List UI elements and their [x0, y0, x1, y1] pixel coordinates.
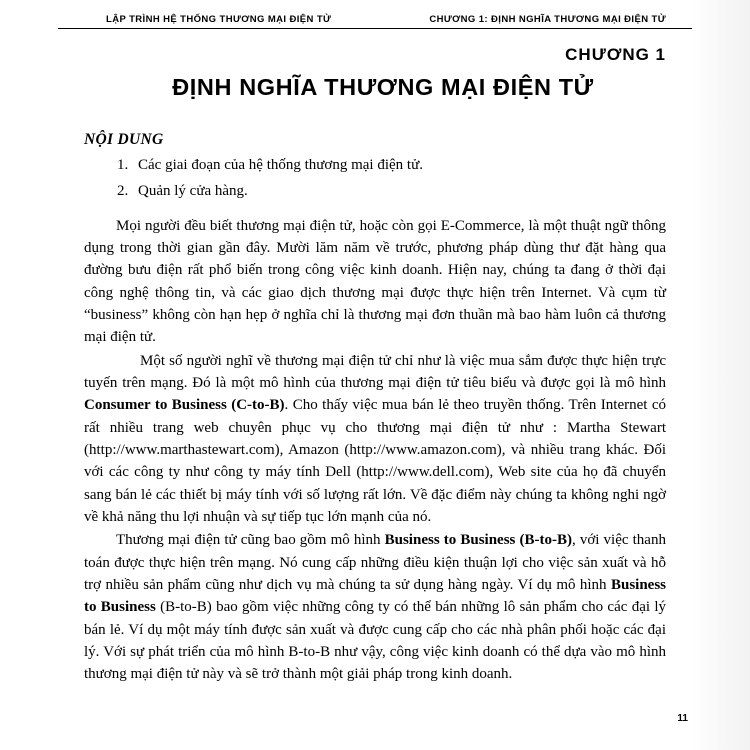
paragraph-2-part-c: . Cho thấy việc mua bán lẻ theo truyền thống. Trên Internet có rất nhiều trang web chuyên phục vụ cho thương mại điện tử như : Martha Stewart (http://www.marthastewart.com), Amazon (http://www.amazon.com), và nhiều trang khác. Đối với các công ty như công ty máy tính Dell (http://www.dell.com), Web site của họ đã chuyển sang bán lẻ các thiết bị máy tính với số lượng rất lớn. Về đặc điểm này chúng ta không nghi ngờ về khả năng thu lợi nhuận và sự tiếp tục lớn mạnh của nó. [84, 397, 667, 526]
chapter-number-row [58, 29, 692, 65]
running-header [58, 14, 692, 29]
paragraph-2-part-a: Một số người nghĩ về thương mại điện tử chỉ như là việc mua sắm được thực hiện trực tuyến trên mạng. Đó là một mô hình của thương mại điện tử tiêu biểu và được gọi là mô hình [84, 352, 666, 391]
paragraph-2 [84, 350, 666, 529]
contents-list [58, 153, 692, 205]
list-item: 1. Các giai đoạn của hệ thống thương mại điện tử. [132, 153, 692, 179]
chapter-number: CHƯƠNG 1 [565, 45, 666, 64]
term-b-to-b: Business to Business (B-to-B) [384, 532, 572, 549]
running-header-left: LẬP TRÌNH HỆ THỐNG THƯƠNG MẠI ĐIỆN TỬ [106, 14, 332, 25]
running-header-right: CHƯƠNG 1: ĐỊNH NGHĨA THƯƠNG MẠI ĐIỆN TỬ [429, 14, 666, 25]
chapter-title: ĐỊNH NGHĨA THƯƠNG MẠI ĐIỆN TỬ [172, 74, 594, 100]
paragraph-3-part-e: (B-to-B) bao gồm việc những công ty có thể bán những lô sản phẩm cho các đại lý bán lẻ. Ví dụ một máy tính được sản xuất và được cung cấp cho các nhà phân phối hoặc các đại lý. Với sự phát triển của mô hình B-to-B như vậy, công việc kinh doanh có thể dựa vào mô hình thương mại điện tử này và sẽ trở thành một giải pháp trong kinh doanh. [84, 599, 666, 683]
list-item: 2. Quản lý cửa hàng. [132, 179, 692, 205]
paragraph-3 [84, 529, 666, 685]
paragraph-3-part-c: , với việc thanh toán được thực hiện trên mạng. Nó cung cấp những điều kiện thuận lợi cho việc sản xuất và hỗ trợ nhiều sản phẩm cũng như dịch vụ mà chúng ta sử dụng hàng ngày. Ví dụ mô hình [84, 532, 666, 594]
term-c-to-b: Consumer to Business (C-to-B) [84, 397, 285, 414]
paragraph-3-part-a: Thương mại điện tử cũng bao gồm mô hình [116, 532, 385, 549]
page-number: 11 [677, 713, 688, 724]
term-business-to-business: Business to Business [84, 577, 666, 616]
contents-heading: NỘI DUNG [84, 131, 164, 148]
body-text [84, 215, 666, 686]
paragraph-1: Mọi người đều biết thương mại điện tử, hoặc còn gọi E-Commerce, là một thuật ngữ thông dụng trong thời gian gần đây. Mười lăm năm về trước, phương pháp dùng thư đặt hàng qua đường bưu điện rất phổ biến trong công việc kinh doanh. Hiện nay, chúng ta đang ở thời đại công nghệ thông tin, và các giao dịch thương mại được thực hiện trên Internet. Và cụm từ “business” không còn hạn hẹp ở nghĩa chỉ là thương mại đơn thuần mà bao hàm luôn cả thương mại điện tử. [84, 217, 666, 346]
